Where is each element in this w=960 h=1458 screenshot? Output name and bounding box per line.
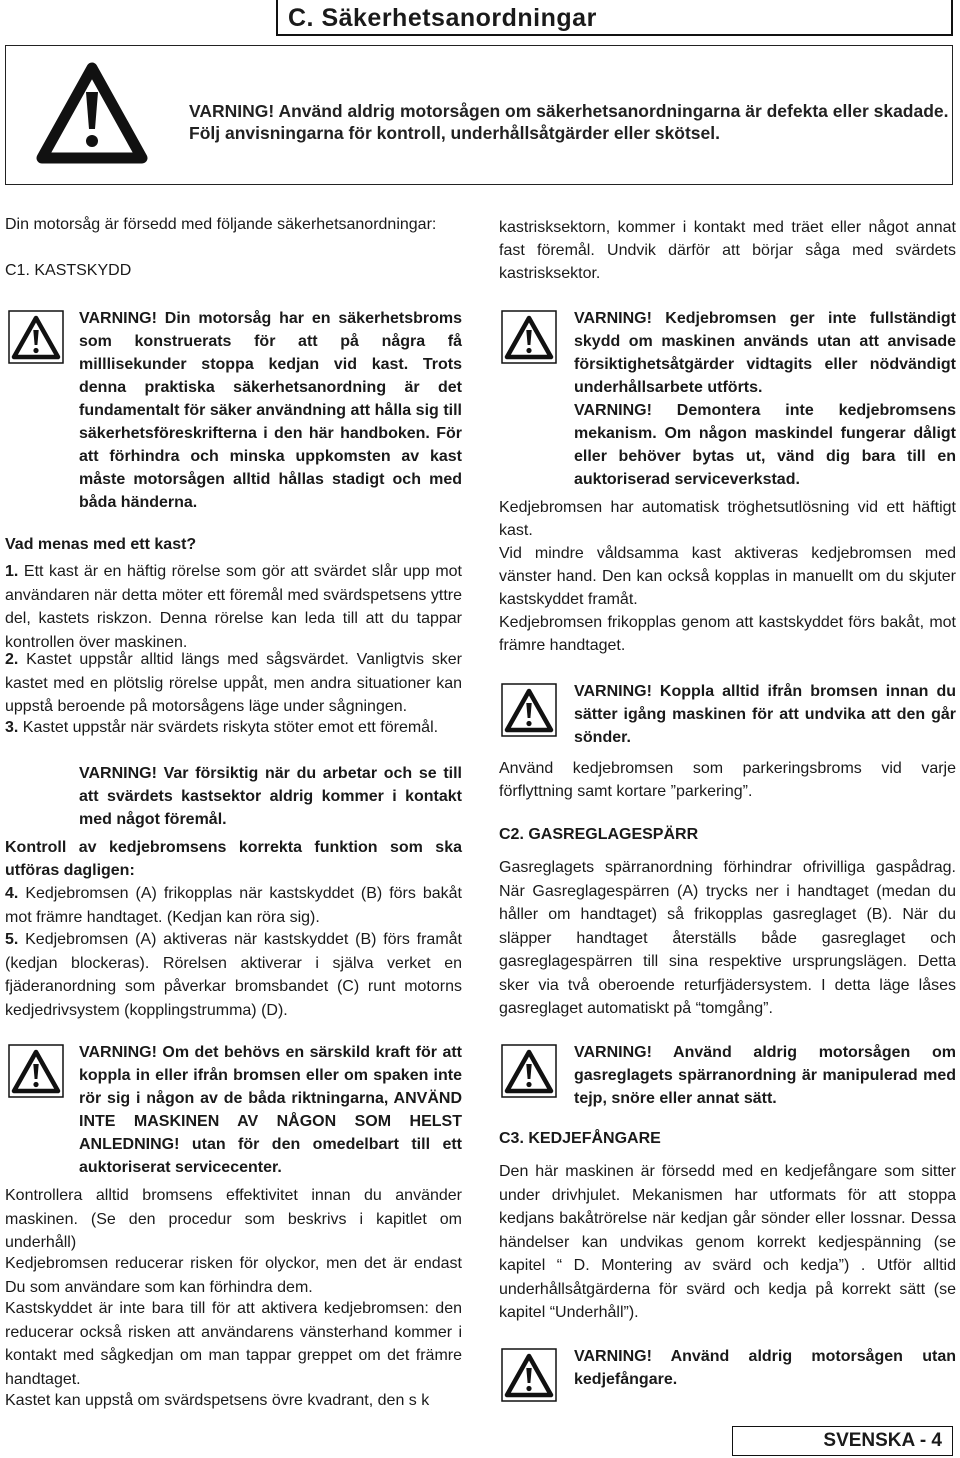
item-number: 5.	[5, 931, 19, 948]
item-text: Kedjebromsen (A) aktiveras när kastskyddet (B) förs framåt (kedjan blockeras). Rörelsen aktiverar i själva verket en fjäderanordning som påverkar bromsbandet (C) runt motorns kedjedrivsystem (kopplingstrumma) (D).	[5, 931, 463, 1019]
paragraph: Kedjebromsen har automatisk tröghetsutlösning vid ett häftigt kast.	[499, 499, 956, 539]
paragraph: Använd kedjebromsen som parkeringsbroms vid varje förflyttning samt kortare ”parkering”.	[499, 760, 956, 800]
chain-catcher-warning: VARNING! Använd aldrig motorsågen utan kedjefångare.	[574, 1348, 956, 1388]
throttle-lock-warning: VARNING! Använd aldrig motorsågen om gasreglagets spärranordning är manipulerad med tejp, snöre eller annat sätt.	[574, 1044, 956, 1107]
paragraph: kastrisksektorn, kommer i kontakt med träet eller något annat fast föremål. Undvik därför att börjar såga med svärdets kastrisksektor.	[499, 219, 956, 282]
item-text: Kedjebromsen (A) frikopplas när kastskyddet (B) förs bakåt mot främre handtaget. (Kedjan kan röra sig).	[5, 885, 463, 926]
c1-heading: C1. KASTSKYDD	[5, 262, 132, 279]
item-text: Ett kast är en häftig rörelse som gör att svärdet slår upp mot användaren när detta möter ett föremål med svärdspetsens yttre del, kastets riskzon. Denna rörelse kan leda till att du tappar kontrollen över maskinen.	[5, 563, 463, 651]
paragraph: Kastet kan uppstå om svärdspetsens övre kvadrant, den s k	[5, 1392, 430, 1409]
warning-icon	[501, 1044, 557, 1098]
top-warning-box	[5, 45, 953, 185]
page-footer: SVENSKA - 4	[732, 1426, 953, 1456]
release-brake-warning: VARNING! Koppla alltid ifrån bromsen innan du sätter igång maskinen för att undvika att den går sönder.	[574, 683, 956, 746]
paragraph: Gasreglagets spärranordning förhindrar ofrivilliga gaspådrag. När Gasreglagespärren (A) trycks ner i handtaget (medan du håller om handtaget) så frikopplas gasreglaget (B). När du släpper handtaget återställs både gasreglaget och gasreglagespärren till sina respektive ursprungslägen. Detta sker via två oberoende returfjädersystem. I detta läge låses gasreglaget automatiskt på “tomgång”.	[499, 859, 956, 1017]
brake-force-warning: VARNING! Om det behövs en särskild kraft för att koppla in eller ifrån bromsen eller om spaken inte rör sig i någon av de båda riktningarna, ANVÄND INTE MASKINEN AV NÅGON SOM HELST ANLEDNING! utan för den omedelbart till ett auktoriserat servicecenter.	[79, 1044, 462, 1176]
item-number: 1.	[5, 563, 19, 580]
paragraph: Kastskyddet är inte bara till för att aktivera kedjebromsen: den reducerar också risken att användarens vänsterhand kommer i kontakt med sågkedjan om man tappar greppet om det främre handtaget.	[5, 1300, 462, 1388]
list-item-3	[5, 716, 462, 740]
warning-icon	[501, 1348, 557, 1402]
item-number: 4.	[5, 885, 19, 902]
list-item-5	[5, 928, 462, 1022]
paragraph: Kedjebromsen reducerar risken för olyckor, men det är endast Du som användare som kan förhindra dem.	[5, 1255, 462, 1296]
paragraph: Den här maskinen är försedd med en kedjefångare som sitter under drivhjulet. Mekanismen har utformats för att stoppa kedjans bakåtrörelse när kedjan går sönder eller lossnar. Dessa händelser kan undvikas genom korrekt kedjespänning (se kapitel “ D. Montering av svärd och kedja”) . Utför alltid underhållsåtgärderna för svärd och kedja på korrekt sätt (se kapitel “Underhåll”).	[499, 1163, 956, 1321]
kastsektor-warning: VARNING! Var försiktig när du arbetar och se till att svärdets kastsektor aldrig kommer i kontakt med något föremål.	[79, 765, 462, 828]
item-text: Kastet uppstår när svärdets riskyta stöter emot ett föremål.	[22, 719, 439, 736]
paragraph: Kontrollera alltid bromsens effektivitet innan du använder maskinen. (Se den procedur som beskrivs i kapitlet om underhåll)	[5, 1187, 462, 1251]
item-text: Kastet uppstår alltid längs med sågsvärdet. Vanligtvis sker kastet med en plötslig rörelse uppåt, men andra situationer kan uppstå beroende på motorsågens läge under sågningen.	[5, 651, 462, 715]
list-item-2	[5, 648, 462, 719]
paragraph: Vid mindre våldsamma kast aktiveras kedjebromsen med vänster hand. Den kan också kopplas in manuellt om du skjuter kastskyddet framåt.	[499, 545, 956, 608]
list-item-1	[5, 560, 462, 654]
c2-heading: C2. GASREGLAGESPÄRR	[499, 826, 699, 843]
page-title: C. Säkerhetsanordningar	[276, 0, 953, 36]
c1-warning: VARNING! Din motorsåg har en säkerhetsbroms som konstruerats för att på några få milllisekunder stoppa kedjan vid kast. Trots denna praktiska säkerhetsanordning är det fundamentalt för säker användning att hålla sig till säkerhetsföreskrifterna i den här handboken. För att förhindra och minska uppkomsten av kast måste motorsågen alltid hållas stadigt och med båda händerna.	[79, 310, 462, 511]
warning-icon	[8, 1044, 64, 1098]
brake-protection-warning: VARNING! Kedjebromsen ger inte fullständigt skydd om maskinen används utan att anvisade försiktighetsåtgärder vidtagits eller nödvändigt underhållsarbete utförts.	[574, 310, 956, 396]
c3-heading: C3. KEDJEFÅNGARE	[499, 1130, 661, 1147]
top-warning-text: VARNING! Använd aldrig motorsågen om säkerhetsanordningarna är defekta eller skadade. Följ anvisningarna för kontroll, underhållsåtgärder eller skötsel.	[189, 101, 949, 143]
warning-icon	[8, 310, 64, 364]
item-number: 2.	[5, 651, 19, 668]
dismantle-warning: VARNING! Demontera inte kedjebromsens mekanism. Om någon maskindel fungerar dåligt eller behöver bytas ut, vänd dig bara till en auktoriserad serviceverkstad.	[574, 402, 956, 488]
item-number: 3.	[5, 719, 19, 736]
warning-icon	[501, 310, 557, 364]
paragraph: Kedjebromsen frikopplas genom att kastskyddet förs bakåt, mot främre handtaget.	[499, 614, 956, 654]
warning-icon	[36, 62, 148, 166]
list-item-4	[5, 882, 462, 929]
control-heading: Kontroll av kedjebromsens korrekta funktion som ska utföras dagligen:	[5, 839, 462, 879]
warning-icon	[501, 683, 557, 737]
intro-text: Din motorsåg är försedd med följande säkerhetsanordningar:	[5, 216, 437, 233]
kast-heading: Vad menas med ett kast?	[5, 536, 197, 553]
